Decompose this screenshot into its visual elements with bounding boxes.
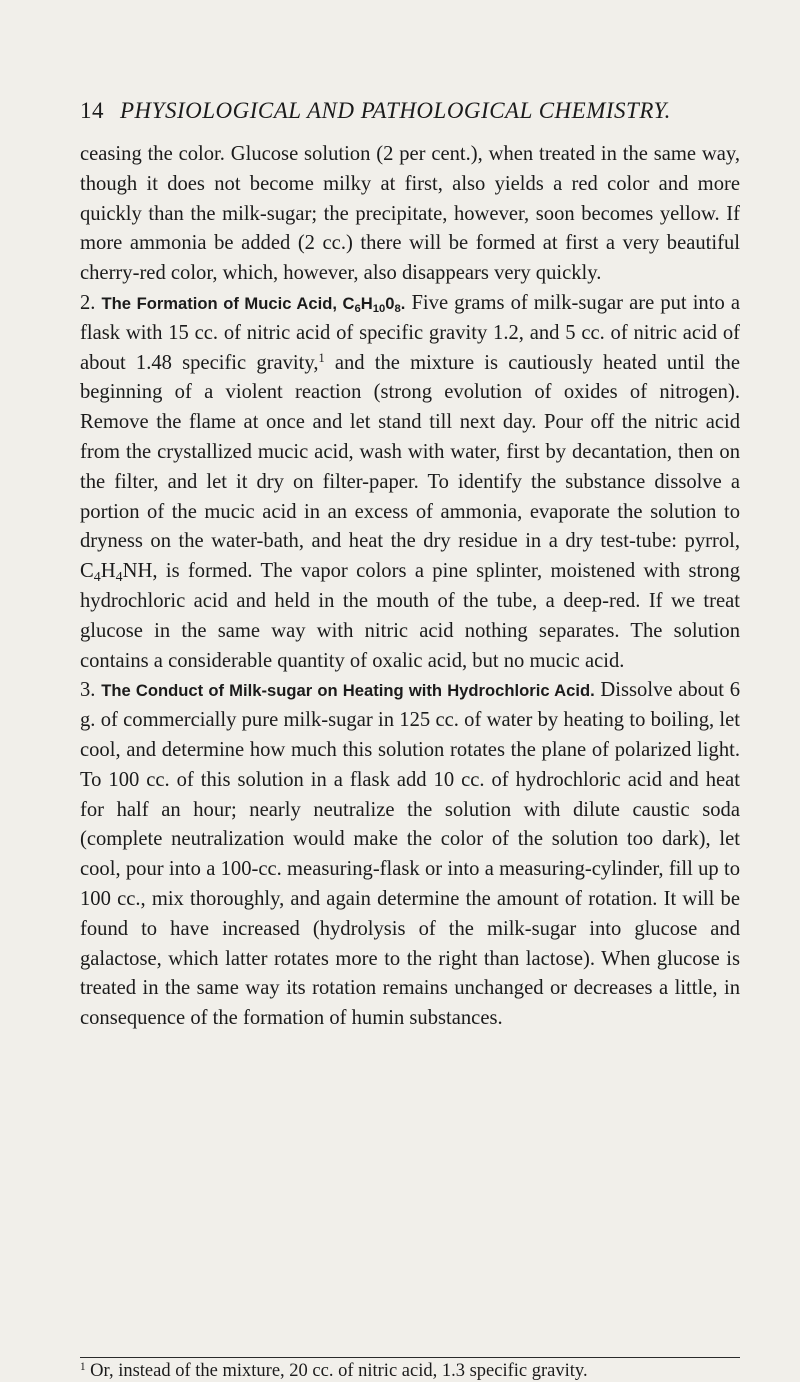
section-2-number: 2. <box>80 291 96 314</box>
section-2-text-b: and the mixture is cautiously heated until the beginning of a violent reaction (strong evolution of oxides of nitrogen). Remove the flame at once and let stand till next day. Pour off the nitric acid from the crystallized mucic acid, wash with water, first by decantation, then on the filter, and let it dry on filter-paper. To identify the substance dissolve a portion of the mucic acid in an excess of ammonia, evaporate the solution to dryness on the water-bath, and heat the dry residue in a dry test-tube: pyrrol, C <box>80 351 740 583</box>
running-header <box>80 98 740 134</box>
intro-text: ceasing the color. Glucose solution (2 per cent.), when treated in the same way, though it does not become milky at first, also yields a red color and more quickly than the milk-sugar; the precipitate, however, soon becomes yellow. If more ammonia be added (2 cc.) there will be formed at first a very beautiful cherry-red color, which, however, also disappears very quickly. <box>80 143 740 285</box>
intro-paragraph <box>80 140 740 289</box>
footnote-marker: 1 <box>80 1360 86 1373</box>
pyrrol-h: H <box>100 560 116 583</box>
formula-h-subscript: 10 <box>372 303 386 316</box>
section-2-text-a: Five grams of milk-sugar are put into a flask with 15 cc. of nitric acid of specific gravity 1.2, and 5 cc. of nitric acid of about 1.48 specific gravity, <box>80 291 740 374</box>
section-2-text-c: NH, is formed. The vapor colors a pine splinter, moistened with strong hydrochloric acid and held in the mouth of the tube, a deep-red. If we treat glucose in the same way with nitric acid nothing separates. The solution contains a considerable quantity of oxalic acid, but no mucic acid. <box>80 560 740 672</box>
pyrrol-h-subscript: 4 <box>115 570 123 586</box>
section-2-heading-end: . <box>400 293 406 313</box>
section-2-heading <box>101 293 406 316</box>
footnote-text: Or, instead of the mixture, 20 cc. of nitric acid, 1.3 specific gravity. <box>90 1361 588 1381</box>
page-number: 14 <box>80 98 104 123</box>
formula-o: 0 <box>385 293 395 313</box>
body-text <box>80 140 740 1034</box>
formula-h: H <box>360 293 373 313</box>
footnote <box>80 1360 740 1382</box>
footnote-reference: 1 <box>318 350 325 365</box>
section-2-heading-text: The Formation of Mucic Acid, C <box>101 293 355 313</box>
formula-c-subscript: 6 <box>354 303 361 316</box>
section-3-number: 3. <box>80 679 96 702</box>
formula-o-subscript: 8 <box>394 303 401 316</box>
section-3-heading: The Conduct of Milk-sugar on Heating with Hydrochloric Acid. <box>101 681 595 701</box>
section-2-paragraph <box>80 289 740 676</box>
footnote-divider <box>80 1357 740 1358</box>
section-3-text: Dissolve about 6 g. of commercially pure milk-sugar in 125 cc. of water by heating to boiling, let cool, and determine how much this solution rotates the plane of polarized light. To 100 cc. of this solution in a flask add 10 cc. of hydrochloric acid and heat for half an hour; nearly neutralize the solution with dilute caustic soda (complete neutralization would make the color of the solution too dark), let cool, pour into a 100-cc. measuring-flask or into a measuring-cylinder, fill up to 100 cc., mix thoroughly, and again determine the amount of rotation. It will be found to have increased (hydrolysis of the milk-sugar into glucose and galactose, which latter rotates more to the right than lactose). When glucose is treated in the same way its rotation remains unchanged or decreases a little, in consequence of the formation of humin substances. <box>80 679 740 1030</box>
pyrrol-c-subscript: 4 <box>93 570 101 586</box>
running-title: PHYSIOLOGICAL AND PATHOLOGICAL CHEMISTRY. <box>120 98 671 123</box>
section-3-paragraph <box>80 676 740 1034</box>
